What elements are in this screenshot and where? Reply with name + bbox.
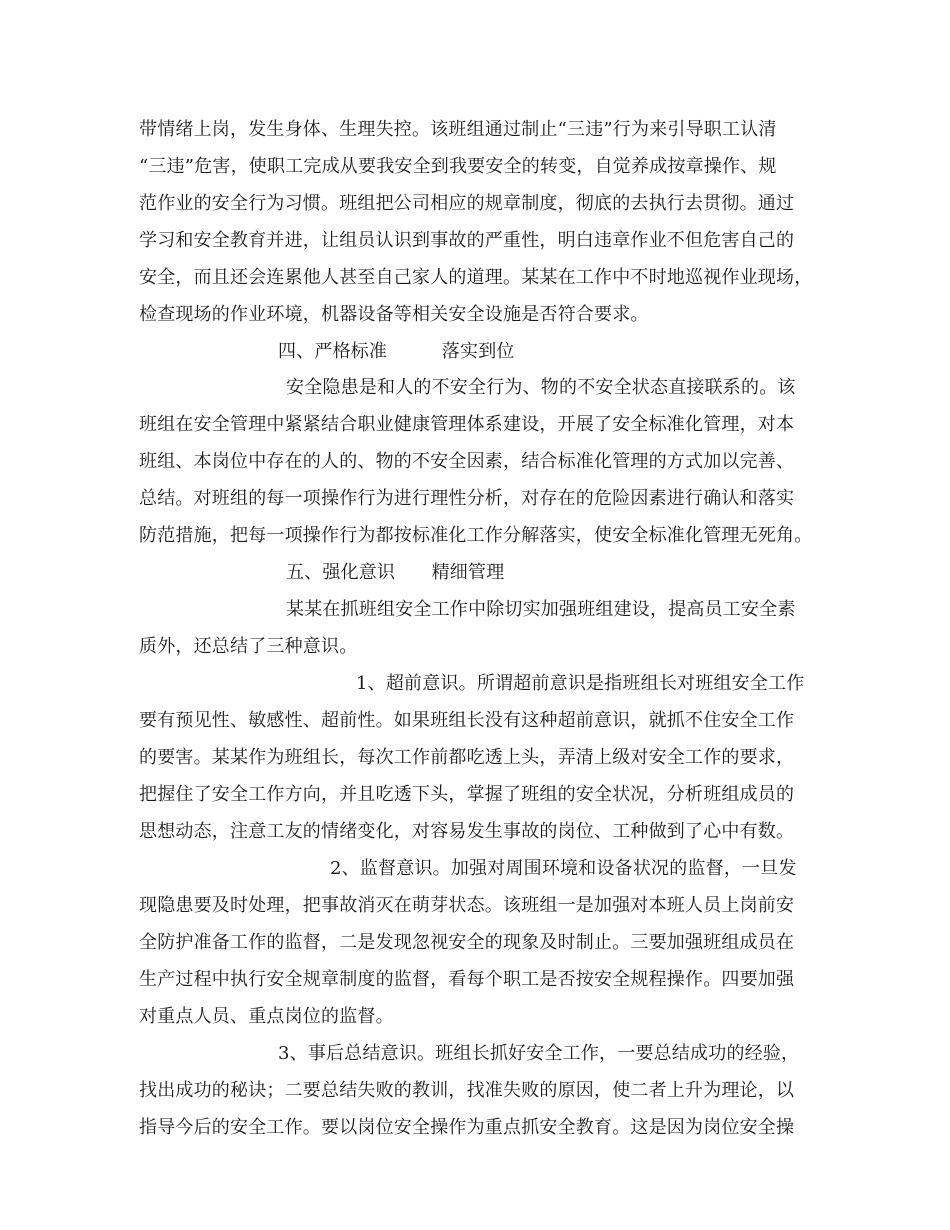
paragraph-line: 2、监督意识。加强对周围环境和设备状况的监督，一旦发	[330, 858, 797, 879]
paragraph-line: “三违”危害，使职工完成从要我安全到我要安全的转变，自觉养成按章操作、规	[139, 156, 777, 177]
paragraph-line: 学习和安全教育并进，让组员认识到事故的严重性，明白违章作业不但危害自己的	[139, 230, 795, 251]
section-heading-5: 五、强化意识 精细管理	[286, 562, 505, 583]
paragraph-line: 安全，而且还会连累他人甚至自己家人的道理。某某在工作中不时地巡视作业现场，	[139, 267, 813, 288]
paragraph-line: 全防护准备工作的监督，二是发现忽视安全的现象及时制止。三要加强班组成员在	[139, 932, 795, 953]
paragraph-line: 把握住了安全工作方向，并且吃透下头，掌握了班组的安全状况，分析班组成员的	[139, 784, 795, 805]
paragraph-line: 总结。对班组的每一项操作行为进行理性分析，对存在的危险因素进行确认和落实	[139, 488, 795, 509]
section-heading-4: 四、严格标准 落实到位	[278, 341, 515, 362]
paragraph-line: 的要害。某某作为班组长，每次工作前都吃透上头，弄清上级对安全工作的要求，	[139, 747, 795, 768]
paragraph-line: 要有预见性、敏感性、超前性。如果班组长没有这种超前意识，就抓不住安全工作	[139, 710, 795, 731]
paragraph-line: 检查现场的作业环境，机器设备等相关安全设施是否符合要求。	[139, 304, 649, 325]
paragraph-line: 防范措施，把每一项操作行为都按标准化工作分解落实，使安全标准化管理无死角。	[139, 525, 813, 546]
paragraph-line: 指导今后的安全工作。要以岗位安全操作为重点抓安全教育。这是因为岗位安全操	[139, 1117, 795, 1138]
paragraph-line: 现隐患要及时处理，把事故消灭在萌芽状态。该班组一是加强对本班人员上岗前安	[139, 895, 795, 916]
paragraph-line: 范作业的安全行为习惯。班组把公司相应的规章制度，彻底的去执行去贯彻。通过	[139, 193, 795, 214]
paragraph-line: 1、超前意识。所谓超前意识是指班组长对班组安全工作	[356, 673, 805, 694]
paragraph-line: 质外，还总结了三种意识。	[139, 636, 358, 657]
paragraph-line: 找出成功的秘诀；二要总结失败的教训，找准失败的原因，使二者上升为理论，以	[139, 1080, 795, 1101]
paragraph-line: 班组、本岗位中存在的人的、物的不安全因素，结合标准化管理的方式加以完善、	[139, 451, 795, 472]
paragraph-line: 思想动态，注意工友的情绪变化，对容易发生事故的岗位、工种做到了心中有数。	[139, 821, 795, 842]
paragraph-line: 某某在抓班组安全工作中除切实加强班组建设，提高员工安全素	[286, 599, 796, 620]
paragraph-line: 安全隐患是和人的不安全行为、物的不安全状态直接联系的。该	[286, 377, 796, 398]
paragraph-line: 生产过程中执行安全规章制度的监督，看每个职工是否按安全规程操作。四要加强	[139, 969, 795, 990]
paragraph-line: 对重点人员、重点岗位的监督。	[139, 1006, 394, 1027]
paragraph-line: 班组在安全管理中紧紧结合职业健康管理体系建设，开展了安全标准化管理，对本	[139, 414, 795, 435]
paragraph-line: 带情绪上岗，发生身体、生理失控。该班组通过制止“三违”行为来引导职工认清	[139, 119, 777, 140]
paragraph-line: 3、事后总结意识。班组长抓好安全工作，一要总结成功的经验，	[278, 1043, 800, 1064]
